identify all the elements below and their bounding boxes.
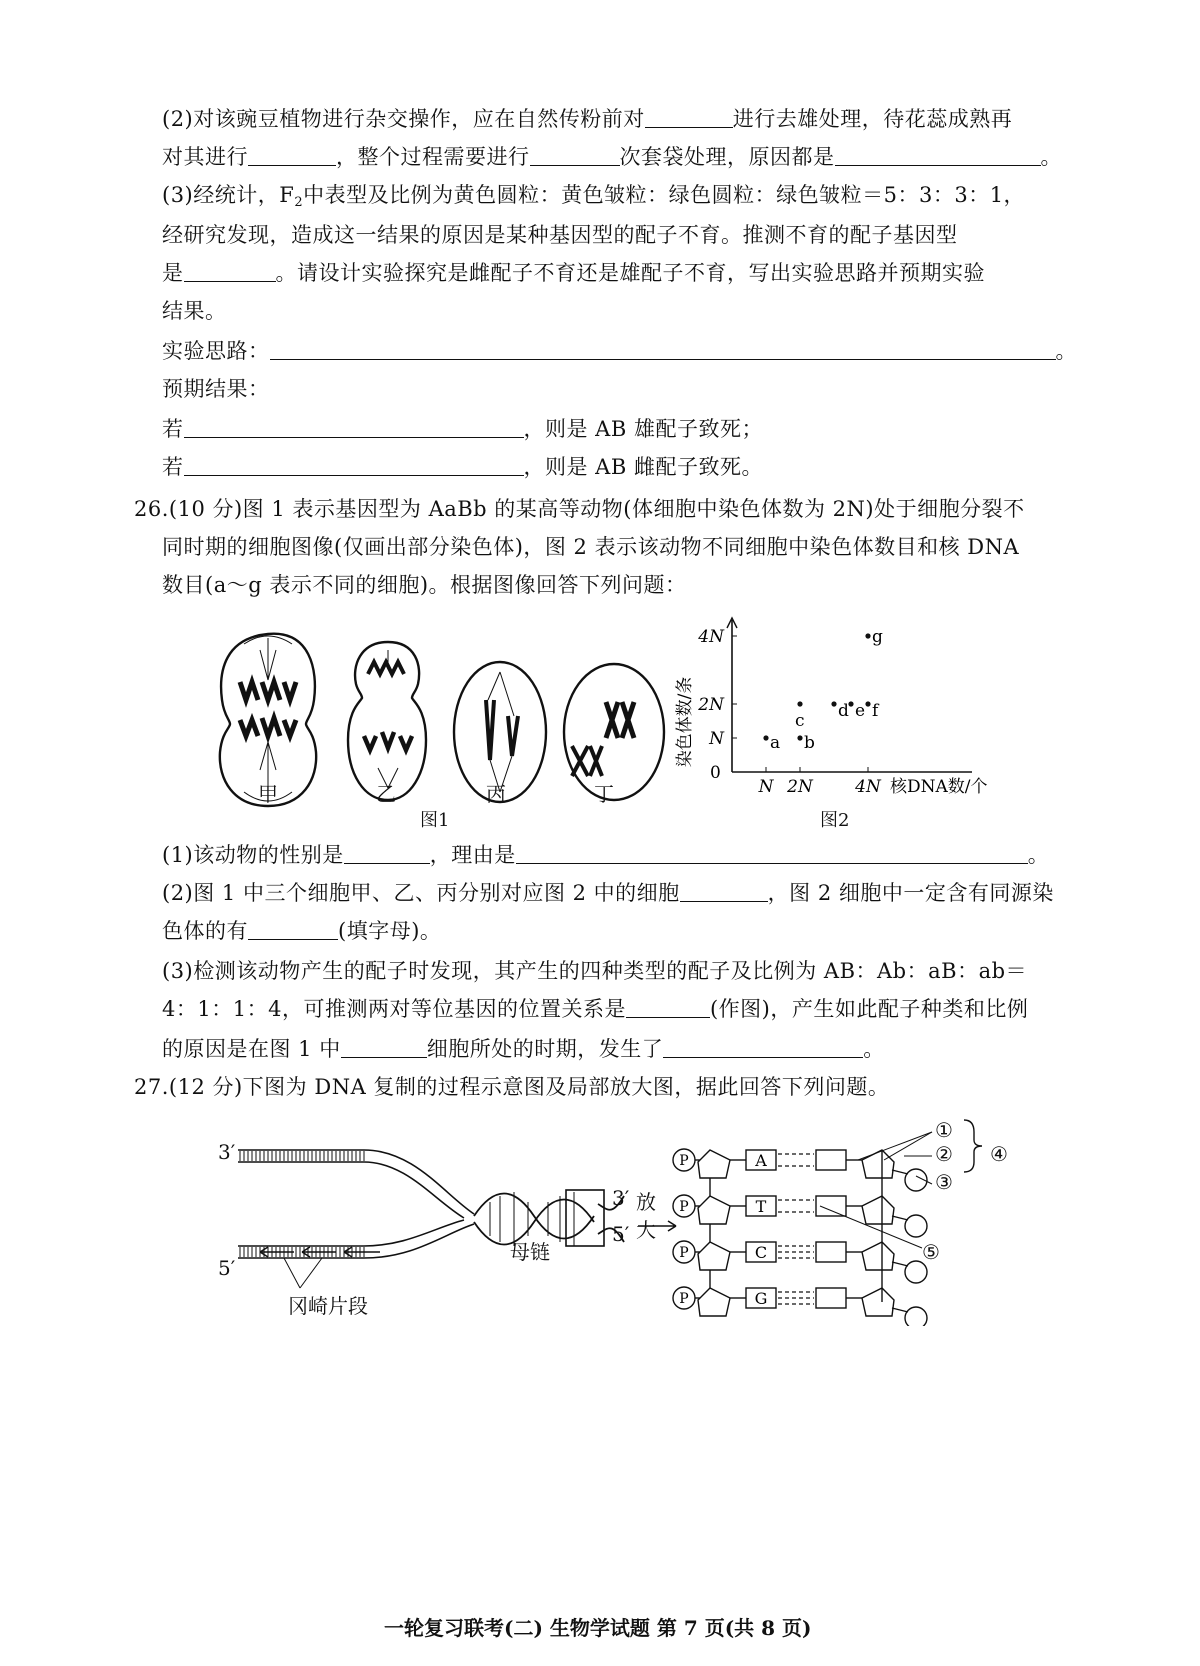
q26-q2-line2 <box>162 916 441 946</box>
cell-label-jia: 甲 <box>258 782 278 806</box>
q25-p3-line4 <box>162 296 227 326</box>
phosphate-label: P <box>679 1199 689 1215</box>
q25-if2-line <box>162 452 763 482</box>
text: 的原因是在图 1 中 <box>162 1037 341 1061</box>
x-tick-label: N <box>758 777 774 797</box>
answer-blank[interactable] <box>341 1035 427 1058</box>
y-tick-label: N <box>709 729 724 749</box>
data-point-label: b <box>804 733 815 753</box>
answer-blank[interactable] <box>344 841 430 864</box>
answer-blank[interactable] <box>626 995 710 1018</box>
page-footer: 一轮复习联考(二) 生物学试题 第 7 页(共 8 页) <box>384 1616 812 1640</box>
data-point <box>763 735 768 740</box>
marker-1: ① <box>935 1118 953 1142</box>
data-point-label: f <box>872 701 879 721</box>
text: 色体的有 <box>162 919 248 943</box>
marker-3: ③ <box>935 1170 953 1194</box>
phosphate-bond-right <box>892 1170 908 1174</box>
q26-q1-line: (1)该动物的性别是 ，理由是 。 <box>162 843 1050 867</box>
x-tick-label: 2N <box>787 777 813 797</box>
pentose-right <box>862 1196 894 1224</box>
base-label: C <box>754 1243 768 1262</box>
answer-blank[interactable] <box>835 143 1041 166</box>
data-point-label: a <box>770 733 781 753</box>
label-5prime-left: 5′ <box>218 1256 236 1280</box>
brace-4 <box>960 1116 990 1176</box>
label-zoom-2: 大 <box>636 1218 656 1242</box>
label: 实验思路： <box>162 339 270 363</box>
text: ，则是 AB 雌配子致死。 <box>523 455 763 479</box>
marker-5: ⑤ <box>922 1240 940 1264</box>
dna-replication-fork <box>214 1124 634 1324</box>
phosphate-label: P <box>679 1153 689 1169</box>
text: (3)经统计，F <box>162 183 295 207</box>
data-point <box>831 701 836 706</box>
pentose-right <box>862 1288 894 1316</box>
text: 。请设计实验探究是雌配子不育还是雄配子不育，写出实验思路并预期实验 <box>275 261 985 285</box>
y-axis-label: 染色体数/条 <box>675 676 695 768</box>
x-axis-label: 核DNA数/个 <box>890 777 988 797</box>
phosphate-label: P <box>679 1291 689 1307</box>
answer-blank[interactable] <box>663 1035 863 1058</box>
text: ，整个过程需要进行 <box>336 145 530 169</box>
figure-2-caption: 图2 <box>820 810 850 831</box>
base-label: G <box>754 1289 768 1308</box>
q25-p2-line1 <box>162 104 1012 134</box>
text: 是 <box>162 261 184 285</box>
label-okazaki: 冈崎片段 <box>288 1294 368 1318</box>
pentose-left <box>698 1196 730 1224</box>
phosphate-right <box>905 1307 927 1326</box>
pentose-right <box>862 1150 894 1178</box>
text: (作图)，产生如此配子种类和比例 <box>709 997 1029 1021</box>
figure-2-scatter <box>672 612 1012 812</box>
text: 细胞所处的时期，发生了 <box>426 1037 664 1061</box>
q25-p2-line2: 对其进行 ，整个过程需要进行 次套袋处理，原因都是 。 <box>162 145 1062 169</box>
data-point-label: d <box>838 701 849 721</box>
answer-blank[interactable] <box>248 143 336 166</box>
cell-label-ding: 丁 <box>594 782 614 806</box>
text: ，理由是 <box>429 843 516 867</box>
base-box-partner <box>816 1150 846 1170</box>
q25-if1-line <box>162 414 763 444</box>
pentose-right <box>862 1242 894 1270</box>
text: (1)该动物的性别是 <box>162 843 344 867</box>
label-parent-strand: 母链 <box>510 1240 550 1264</box>
text: 结果。 <box>162 299 227 323</box>
data-point <box>797 735 802 740</box>
pentose-left <box>698 1150 730 1178</box>
y-tick-label: 2N <box>698 695 724 715</box>
q25-p3-line3 <box>162 258 985 288</box>
q26-q2-line1 <box>162 878 1054 908</box>
data-point <box>865 701 870 706</box>
data-point-label: c <box>795 711 805 731</box>
cell-label-bing: 丙 <box>486 782 506 806</box>
answer-blank[interactable] <box>270 337 1056 360</box>
answer-blank[interactable] <box>645 105 733 128</box>
strand-hatching-top <box>240 1151 364 1161</box>
q26-line3: 数目(a～g 表示不同的细胞)。根据图像回答下列问题： <box>162 573 687 597</box>
data-point-label: g <box>872 627 883 647</box>
answer-blank[interactable] <box>516 841 1028 864</box>
subscript: 2 <box>294 195 304 210</box>
q26-q3-line2 <box>162 994 1028 1024</box>
cell-yi <box>348 642 426 800</box>
cell-ding <box>564 664 664 800</box>
q25-expect-label <box>162 374 270 404</box>
text: 若 <box>162 417 184 441</box>
y-tick-label: 4N <box>698 627 724 647</box>
text: 次套袋处理，原因都是 <box>619 145 835 169</box>
answer-blank[interactable] <box>184 453 524 476</box>
base-box-partner <box>816 1288 846 1308</box>
phosphate-bond-right <box>892 1216 908 1220</box>
text: (2)图 1 中三个细胞甲、乙、丙分别对应图 2 中的细胞 <box>162 881 680 905</box>
chart-axes <box>727 618 972 772</box>
q25-p3-line2 <box>162 220 958 250</box>
origin-label: 0 <box>710 763 721 783</box>
q26-q3-line3: 的原因是在图 1 中 细胞所处的时期，发生了 。 <box>162 1037 885 1061</box>
q26-line1: 26.(10 分)图 1 表示基因型为 AaBb 的某高等动物(体细胞中染色体数为 2N)处于细胞分裂不 <box>134 497 1025 521</box>
label-3prime-right: 3′ <box>612 1186 630 1210</box>
text: 经研究发现，造成这一结果的原因是某种基因型的配子不育。推测不育的配子基因型 <box>162 223 958 247</box>
base-label: T <box>755 1197 767 1216</box>
x-tick-label: 4N <box>855 777 881 797</box>
text: 进行去雄处理，待花蕊成熟再 <box>732 107 1013 131</box>
answer-blank[interactable] <box>680 879 768 902</box>
phosphate-right <box>905 1261 927 1283</box>
figure-1-caption: 图1 <box>420 810 450 831</box>
q26-q3-line1: (3)检测该动物产生的配子时发现，其产生的四种类型的配子及比例为 AB：Ab：aB：ab＝ <box>162 959 1028 983</box>
label-zoom-1: 放 <box>636 1190 656 1214</box>
text: 中表型及比例为黄色圆粒：黄色皱粒：绿色圆粒：绿色皱粒＝5：3：3：1， <box>303 183 1026 207</box>
text: ，图 2 细胞中一定含有同源染 <box>767 881 1054 905</box>
cell-label-yi: 乙 <box>376 782 396 806</box>
text: ，则是 AB 雄配子致死； <box>523 417 763 441</box>
label: 预期结果： <box>162 377 270 401</box>
phosphate-right <box>905 1215 927 1237</box>
marker-4: ④ <box>990 1142 1008 1166</box>
pentose-left <box>698 1242 730 1270</box>
q27-line1: 27.(12 分)下图为 DNA 复制的过程示意图及局部放大图，据此回答下列问题。 <box>134 1075 890 1099</box>
label-5prime-right: 5′ <box>612 1222 630 1246</box>
data-point-label: e <box>855 701 866 721</box>
phosphate-bond-right <box>892 1262 908 1266</box>
phosphate-label: P <box>679 1245 689 1261</box>
text: (2)对该豌豆植物进行杂交操作，应在自然传粉前对 <box>162 107 645 131</box>
text: 对其进行 <box>162 145 248 169</box>
q26-line2: 同时期的细胞图像(仅画出部分染色体)，图 2 表示该动物不同细胞中染色体数目和核 DNA <box>162 535 1020 559</box>
phosphate-bond-right <box>892 1308 908 1312</box>
answer-blank[interactable] <box>184 259 276 282</box>
q25-idea-line: 实验思路： 。 <box>162 339 1077 363</box>
data-point <box>865 633 870 638</box>
base-box-partner <box>816 1242 846 1262</box>
text: 4：1：1：4，可推测两对等位基因的位置关系是 <box>162 997 626 1021</box>
text: (填字母)。 <box>338 919 442 943</box>
label-3prime-left: 3′ <box>218 1140 236 1164</box>
base-label: A <box>755 1151 767 1170</box>
text: 若 <box>162 455 184 479</box>
data-point <box>848 701 853 706</box>
data-point <box>797 701 802 706</box>
marker-2: ② <box>935 1142 953 1166</box>
answer-blank[interactable] <box>248 917 338 940</box>
answer-blank[interactable] <box>530 143 620 166</box>
pentose-left <box>698 1288 730 1316</box>
q25-p3-line1 <box>162 180 1025 218</box>
answer-blank[interactable] <box>184 415 524 438</box>
chart-points <box>763 627 883 753</box>
